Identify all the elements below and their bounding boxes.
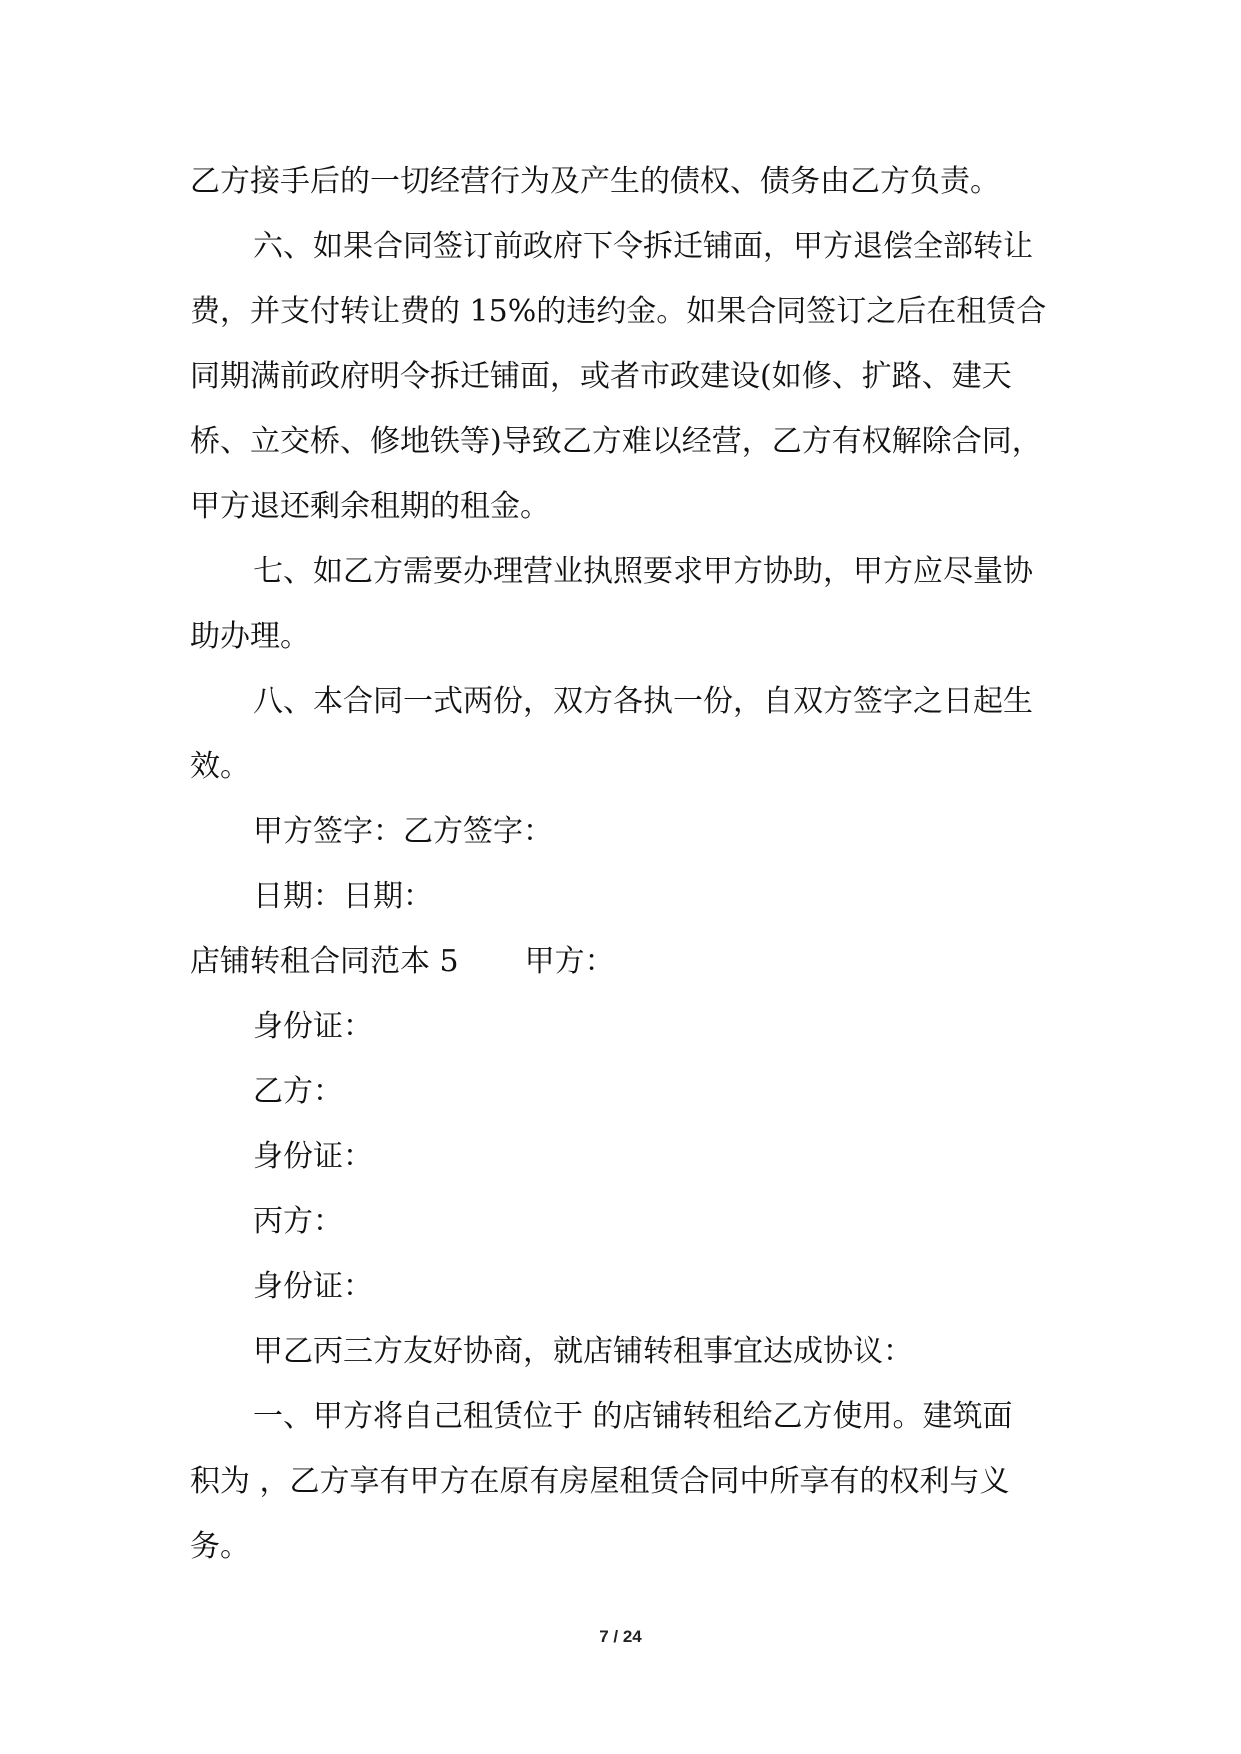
id-card-field: 身份证：	[253, 1269, 373, 1304]
clause-one-line: 一、甲方将自己租赁位于 的店铺转租给乙方使用。建筑面	[253, 1399, 1013, 1434]
paragraph-line: 效。	[190, 749, 250, 784]
party-b-field: 乙方：	[253, 1074, 343, 1109]
party-c-field: 丙方：	[253, 1204, 343, 1239]
section-heading-line	[190, 942, 615, 982]
page-number: 7 / 24	[599, 1627, 642, 1646]
paragraph-line: 务。	[190, 1529, 250, 1564]
paragraph-line: 费，并支付转让费的 15%的违约金。如果合同签订之后在租赁合	[190, 294, 1047, 329]
signature-line: 甲方签字：乙方签字：	[253, 814, 553, 849]
id-card-field: 身份证：	[253, 1009, 373, 1044]
id-card-field: 身份证：	[253, 1139, 373, 1174]
paragraph-line: 桥、立交桥、修地铁等)导致乙方难以经营，乙方有权解除合同，	[190, 424, 1042, 459]
section-party-label: 甲方：	[524, 944, 615, 979]
date-line: 日期：日期：	[253, 879, 433, 914]
section-title: 店铺转租合同范本 5	[190, 944, 459, 979]
paragraph-line: 助办理。	[190, 619, 310, 654]
clause-six-line: 六、如果合同签订前政府下令拆迁铺面，甲方退偿全部转让	[253, 229, 1033, 264]
agreement-intro-line: 甲乙丙三方友好协商，就店铺转租事宜达成协议：	[253, 1334, 913, 1369]
paragraph-line: 甲方退还剩余租期的租金。	[190, 489, 550, 524]
paragraph-line: 乙方接手后的一切经营行为及产生的债权、债务由乙方负责。	[190, 164, 1000, 199]
clause-eight-line: 八、本合同一式两份，双方各执一份，自双方签字之日起生	[253, 684, 1033, 719]
paragraph-line: 同期满前政府明令拆迁铺面，或者市政建设(如修、扩路、建天	[190, 359, 1012, 394]
clause-seven-line: 七、如乙方需要办理营业执照要求甲方协助，甲方应尽量协	[253, 554, 1033, 589]
paragraph-line: 积为 ，乙方享有甲方在原有房屋租赁合同中所享有的权利与义	[190, 1464, 1010, 1499]
